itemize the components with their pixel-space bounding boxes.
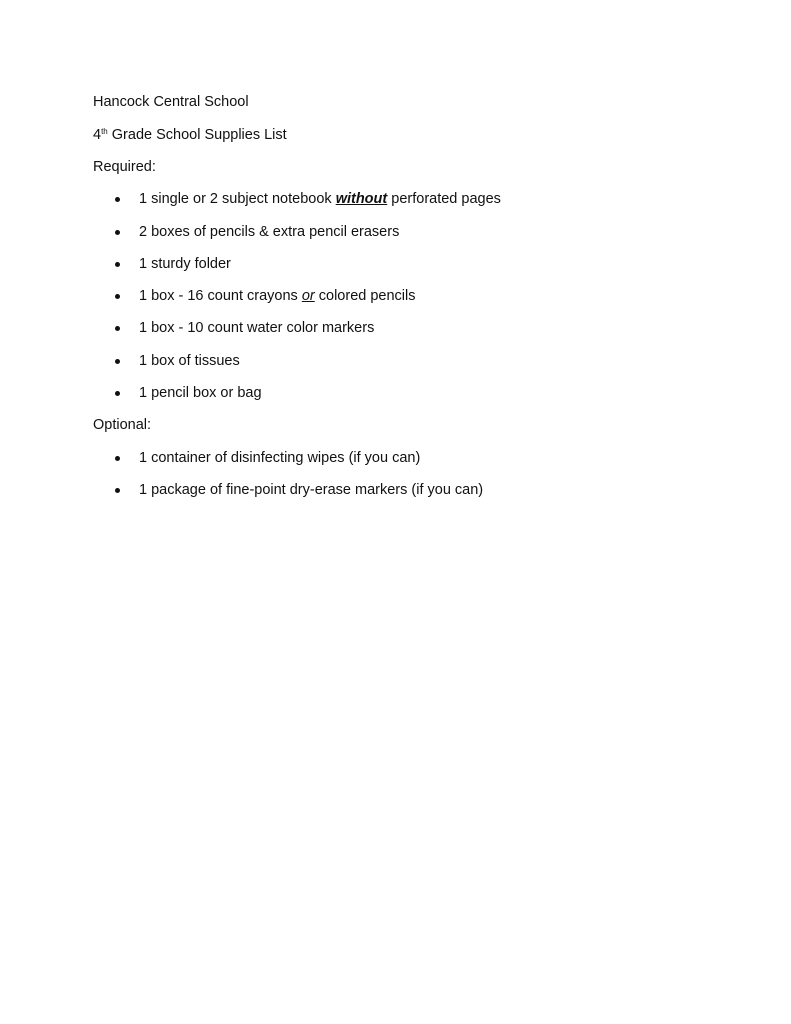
bullet-icon (115, 359, 120, 364)
list-item-text: 1 sturdy folder (139, 256, 231, 272)
grade-suffix: th (101, 127, 108, 136)
school-name: Hancock Central School (93, 94, 249, 110)
item-text-after: colored pencils (314, 288, 416, 304)
list-item-text: 1 pencil box or bag (139, 385, 262, 401)
bullet-icon (115, 488, 120, 493)
document-title (93, 126, 287, 144)
item-text-before: 1 single or 2 subject notebook (139, 191, 336, 207)
list-item-text: 1 box - 10 count water color markers (139, 320, 375, 336)
bullet-icon (115, 294, 120, 299)
required-heading: Required: (93, 159, 156, 175)
bullet-icon (115, 230, 120, 235)
grade-number: 4 (93, 127, 102, 143)
bullet-icon (115, 391, 120, 396)
item-text-after: perforated pages (387, 191, 501, 207)
emphasis-or: or (301, 288, 315, 304)
optional-heading: Optional: (93, 417, 152, 433)
title-rest: Grade School Supplies List (107, 127, 287, 143)
bullet-icon (115, 197, 120, 202)
list-item-text: 1 box of tissues (139, 353, 240, 369)
item-text-before: 1 box - 16 count crayons (139, 288, 302, 304)
bullet-icon (115, 456, 120, 461)
list-item-text: 1 container of disinfecting wipes (if you can) (139, 450, 421, 466)
list-item-text: 2 boxes of pencils & extra pencil erasers (139, 224, 400, 240)
emphasis-without: without (335, 191, 388, 207)
bullet-icon (115, 262, 120, 267)
list-item-text (139, 287, 415, 305)
bullet-icon (115, 326, 120, 331)
list-item-text (139, 190, 501, 208)
list-item-text: 1 package of fine-point dry-erase markers (if you can) (139, 482, 484, 498)
